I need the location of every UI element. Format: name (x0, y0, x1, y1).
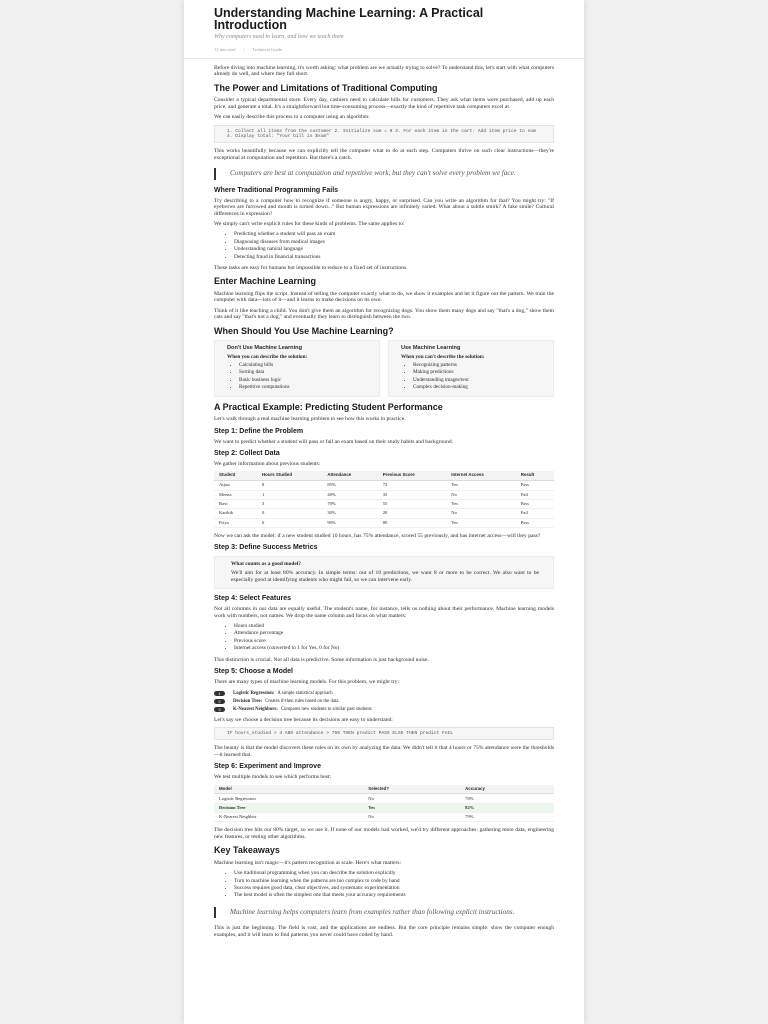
student-data-table (214, 471, 554, 528)
paragraph: There are many types of machine learning models. For this problem, we might try: (214, 679, 400, 686)
table-cell: 78% (460, 794, 554, 803)
number-badge: 1 (214, 691, 225, 696)
table-cell: 35 (378, 490, 447, 499)
column-header: Attendance (322, 471, 377, 480)
table-header-row (214, 785, 554, 794)
list-item: • Turn to machine learning when the patterns are too complex to code by hand (234, 878, 554, 885)
table-row-selected (214, 803, 554, 812)
model-description: Creates if-then rules based on the data (265, 698, 339, 704)
list-item: • The best model is often the simplest one that meets your accuracy requirements (234, 892, 554, 899)
model-description: A simple statistical approach (277, 690, 333, 696)
table-cell: Karthik (214, 509, 257, 518)
table-cell: Meena (214, 490, 257, 499)
paragraph: We simply can't write explicit rules for these kinds of problems. The same applies to: (214, 220, 405, 227)
paragraph: Not all columns in our data are equally useful. The student's name, for instance, tells us nothing about their performance. Machine learning models work with numbers, not names. We drop the name column and focus on what matters: (214, 606, 554, 619)
table-cell: 8 (257, 481, 322, 490)
paragraph: Consider a typical departmental store. Every day, cashiers need to calculate bills for customers. They ask what items were purchased, add up each price, and generate a total. It's a straightforward but time-consuming process—exactly the kind of repetitive task computers excel at. (214, 97, 554, 110)
section-heading-when: When Should You Use Machine Learning? (214, 325, 394, 336)
paragraph: This works beautifully because we can explicitly tell the computer what to do at each step. Computers thrive on such clear instructions—they're exceptional at computation and repetition. But there's a catch. (214, 148, 554, 161)
model-description: Compares new students to similar past students (280, 706, 372, 712)
column-header: Hours Studied (257, 471, 322, 480)
table-cell: Yes (446, 518, 515, 527)
table-cell: 1 (257, 490, 322, 499)
paragraph: These tasks are easy for humans but impossible to reduce to a fixed set of instructions. (214, 265, 408, 271)
table-cell: Fail (516, 509, 554, 518)
table-cell: 0 (257, 509, 322, 518)
step-heading: Step 2: Collect Data (214, 449, 280, 457)
table-cell: 85% (322, 481, 377, 490)
step-heading: Step 1: Define the Problem (214, 427, 304, 435)
takeaway-list (214, 870, 554, 900)
table-cell: No (363, 794, 460, 803)
table-cell: K-Nearest Neighbor (214, 813, 363, 822)
table-cell: 79% (460, 813, 554, 822)
list-item: • Success requires good data, clear objectives, and systematic experimentation (234, 885, 554, 892)
article-meta (214, 47, 554, 52)
paragraph: Machine learning flips the script. Instead of telling the computer exactly what to do, we show it examples and let it figure out the pattern. We train the computer with data—lots of it—and it learns to make decisions on its own. (214, 290, 554, 304)
table-cell: Logistic Regression (214, 794, 363, 803)
card-list (401, 362, 541, 392)
list-item: • Understanding images/text (413, 377, 541, 384)
table-cell: 70% (322, 499, 377, 508)
algorithm-code-block: 1. Collect all items from the customer 2. Initialize sum = 0 3. For each item in the cart: Add item price to sum 4. Display total: "Your bill is $sum" (214, 125, 554, 144)
list-item: • Complex decision-making (413, 384, 541, 391)
feature-list (214, 623, 554, 653)
model-name: K-Nearest Neighbors: (233, 706, 278, 712)
list-item: • Understanding natural language (234, 246, 554, 253)
article-header (184, 0, 584, 59)
list-item: • Hours studied (234, 623, 554, 630)
table-cell: 40% (322, 490, 377, 499)
card-title: Use Machine Learning (401, 345, 461, 352)
decision-rule-code-block: IF hours_studied > 4 AND attendance > 75% THEN predict PASS ELSE THEN predict FAIL (214, 727, 554, 740)
model-item (214, 698, 554, 706)
column-header: Student (214, 471, 257, 480)
category: Technical Guide (252, 47, 282, 52)
column-header: Accuracy (460, 785, 554, 794)
column-header: Result (516, 471, 554, 480)
table-cell: Decision Tree (214, 803, 363, 812)
pull-quote: Machine learning helps computers learn from examples rather than following explicit instructions. (214, 907, 554, 919)
table-row (214, 794, 554, 803)
number-badge: 2 (214, 699, 225, 704)
table-cell: 6 (257, 518, 322, 527)
table-cell: Priya (214, 518, 257, 527)
list-item: • Recognizing patterns (413, 362, 541, 369)
table-cell: Pass (516, 518, 554, 527)
column-header: Previous Score (378, 471, 447, 480)
card-condition: When you can describe the solution: (227, 354, 308, 361)
paragraph: The decision tree hits our 80% target, so we use it. If none of our models had worked, we'd try different approaches: gathering more data, engineering new features, or testing other algorithms. (214, 827, 554, 840)
table-cell: Yes (363, 803, 460, 812)
callout-text: We'll aim for at least 80% accuracy. In simple terms: out of 10 predictions, we want 8 or more to be correct. We also want to be especially good at identifying students who might fail, so we can intervene early. (231, 570, 539, 583)
step-heading: Step 6: Experiment and Improve (214, 763, 321, 771)
section-heading-power: The Power and Limitations of Traditional Computing (214, 82, 438, 93)
table-cell: Pass (516, 499, 554, 508)
pull-quote: Computers are best at computation and repetitive work, but they can't solve every problem we face. (214, 168, 554, 180)
list-item: • Calculating bills (239, 362, 367, 369)
table-row (214, 481, 554, 490)
paragraph: Think of it like teaching a child. You don't give them an algorithm for recognizing dogs. You show them many dogs and say "that's a dog," show them cats and say "that's not a dog," and eventually they learn to distinguish between the two. (214, 307, 554, 321)
table-cell: 20 (378, 509, 447, 518)
list-item: • Internet access (converted to 1 for Yes, 0 for No) (234, 645, 554, 652)
table-cell: No (446, 509, 515, 518)
list-item: • Predicting whether a student will pass an exam (234, 231, 554, 238)
success-metric-callout (214, 556, 554, 589)
list-item: • Use traditional programming when you can describe the solution explicitly (234, 870, 554, 877)
intro-paragraph: Before diving into machine learning, it's worth asking: what problem are we actually trying to solve? To understand this, let's start with what computers already do well, and where they fall short. (214, 65, 554, 78)
page-title: Understanding Machine Learning: A Practical Introduction (214, 6, 484, 32)
table-cell: 55 (378, 499, 447, 508)
table-cell: Ravi (214, 499, 257, 508)
paragraph: Try describing to a computer how to recognize if someone is angry, happy, or surprised. Can you write an algorithm for that? You might try: "If eyebrows are furrowed and mouth is turned down..." But human expressions are infinitely varied. What about a subtle smirk? A fake smile? Cultural differences in expression? (214, 197, 554, 217)
list-item: • Repetitive computations (239, 384, 367, 391)
table-cell: Yes (446, 499, 515, 508)
section-heading-takeaways: Key Takeaways (214, 845, 280, 856)
table-row (214, 490, 554, 499)
use-card (388, 340, 554, 397)
paragraph: Let's say we choose a decision tree because its decisions are easy to understand: (214, 716, 393, 723)
column-header: Selected? (363, 785, 460, 794)
table-row (214, 813, 554, 822)
table-row (214, 509, 554, 518)
callout-title: What counts as a good model? (231, 561, 301, 568)
table-cell: Fail (516, 490, 554, 499)
model-list (214, 690, 554, 714)
table-cell: 90% (322, 518, 377, 527)
comparison-columns (214, 340, 554, 397)
model-name: Logistic Regression: (233, 690, 275, 696)
card-list (227, 362, 367, 392)
card-title: Don't Use Machine Learning (227, 345, 302, 352)
step-heading: Step 5: Choose a Model (214, 668, 293, 676)
table-cell: No (446, 490, 515, 499)
list-item: • Diagnosing diseases from medical images (234, 239, 554, 246)
article-body (184, 59, 584, 938)
list-item: • Sorting data (239, 369, 367, 376)
page-subtitle: Why computers need to learn, and how we teach them (214, 34, 344, 40)
list-item: • Basic business logic (239, 377, 367, 384)
card-condition: When you can't describe the solution: (401, 354, 485, 361)
column-header: Internet Access (446, 471, 515, 480)
paragraph: Now we can ask the model: if a new student studied 10 hours, has 75% attendance, scored 55 previously, and has internet access—will they pass? (214, 533, 541, 540)
table-cell: 72 (378, 481, 447, 490)
paragraph: The beauty is that the model discovers these rules on its own by analyzing the data. We didn't tell it that 4 hours or 75% attendance were the thresholds—it learned that. (214, 745, 554, 758)
meta-separator: | (243, 47, 245, 52)
table-row (214, 518, 554, 527)
step-heading: Step 3: Define Success Metrics (214, 544, 318, 552)
list-item: • Detecting fraud in financial transactions (234, 254, 554, 261)
table-cell: 3 (257, 499, 322, 508)
article-page (184, 0, 584, 1024)
number-badge: 3 (214, 707, 225, 712)
list-item: • Making predictions (413, 369, 541, 376)
column-header: Model (214, 785, 363, 794)
table-cell: Arjun (214, 481, 257, 490)
paragraph: Machine learning isn't magic—it's pattern recognition at scale. Here's what matters: (214, 859, 402, 866)
model-item (214, 706, 554, 714)
list-item: • Previous score (234, 638, 554, 645)
section-heading-fails: Where Traditional Programming Fails (214, 186, 339, 194)
table-cell: 82% (460, 803, 554, 812)
paragraph: We gather information about previous students: (214, 460, 321, 467)
table-header-row (214, 471, 554, 480)
list-item: • Attendance percentage (234, 630, 554, 637)
read-time: 12 min read (214, 47, 236, 52)
table-cell: Pass (516, 481, 554, 490)
closing-paragraph: This is just the beginning. The field is vast, and the applications are endless. But the core principle remains simple: show the computer enough examples, and it will learn to find patterns you never could have coded by hand. (214, 925, 554, 938)
paragraph: We want to predict whether a student will pass or fail an exam based on their study habits and background. (214, 438, 454, 445)
model-comparison-table (214, 785, 554, 823)
section-heading-example: A Practical Example: Predicting Student Performance (214, 401, 443, 412)
table-cell: 30% (322, 509, 377, 518)
paragraph: Let's walk through a real machine learning problem to see how this works in practice. (214, 416, 406, 423)
problem-list (214, 231, 554, 261)
section-heading-enter: Enter Machine Learning (214, 276, 317, 287)
table-cell: Yes (446, 481, 515, 490)
paragraph: We test multiple models to see which performs best: (214, 774, 331, 781)
step-heading: Step 4: Select Features (214, 595, 292, 603)
paragraph: This distinction is crucial. Not all data is predictive. Some information is just background noise. (214, 656, 429, 663)
table-cell: 80 (378, 518, 447, 527)
model-item (214, 690, 554, 698)
table-cell: No (363, 813, 460, 822)
paragraph: We can easily describe this process to a computer using an algorithm: (214, 114, 370, 121)
table-row (214, 499, 554, 508)
dont-use-card (214, 340, 380, 397)
model-name: Decision Tree: (233, 698, 263, 704)
